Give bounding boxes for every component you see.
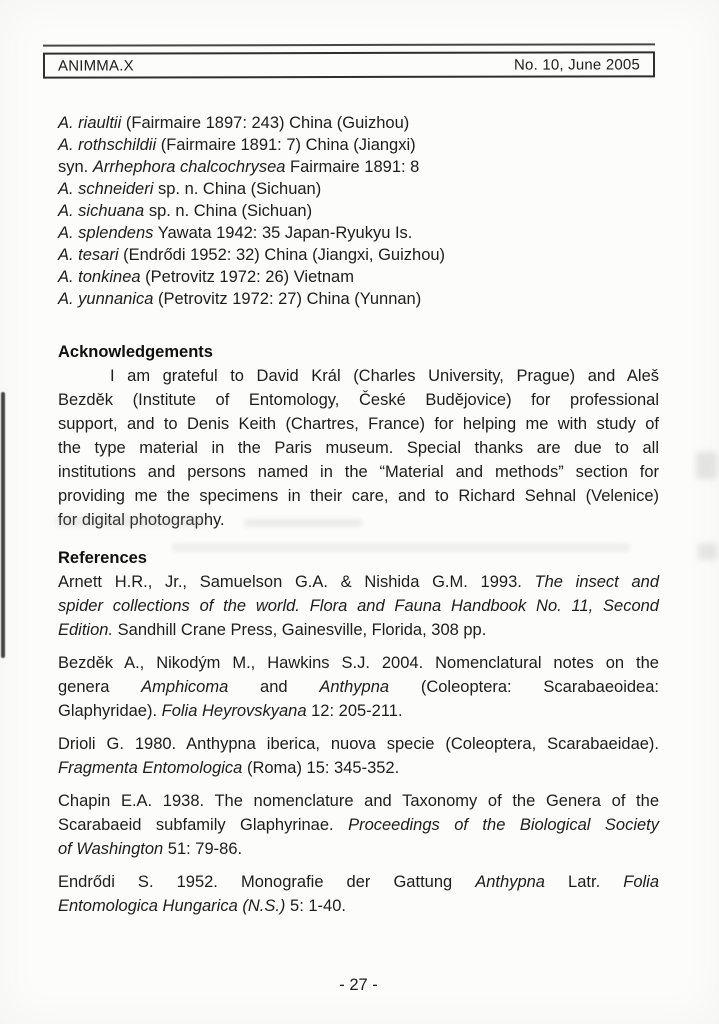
text-run: genera — [58, 678, 142, 696]
italic-run: A. schneideri — [58, 180, 154, 198]
reference-line — [58, 870, 659, 894]
species-entry — [58, 266, 659, 288]
issue-info: No. 10, June 2005 — [513, 55, 641, 74]
page-number: - 27 - — [339, 976, 378, 994]
text-run: Fairmaire 1891: 8 — [285, 158, 420, 176]
reference-line — [58, 756, 659, 780]
species-checklist — [58, 112, 659, 310]
text-run: Arnett H.R., Jr., Samuelson G.A. & Nishida G.M. 1993. — [58, 573, 535, 591]
reference-line — [58, 618, 659, 642]
text-run: (Roma) 15: 345-352. — [242, 759, 400, 777]
reference-line — [58, 732, 659, 756]
italic-run: Folia Heyrovskyana — [161, 702, 307, 720]
reference-line — [58, 894, 659, 918]
italic-run: Folia — [623, 873, 659, 891]
references-list — [58, 570, 659, 918]
text-run: Drioli G. 1980. Anthypna iberica, nuova specie (Coleoptera, Scarabaeidae). — [58, 735, 659, 753]
italic-run: A. splendens — [58, 224, 154, 242]
text-run: Endrődi S. 1952. Monografie der Gattung — [58, 873, 476, 891]
acknowledgements-line — [58, 436, 659, 460]
text-run: institutions and persons named in the “Material and methods” section for — [58, 463, 659, 481]
text-run: sp. n. China (Sichuan) — [144, 202, 313, 220]
text-run: Glaphyridae). — [58, 702, 162, 720]
reference-line — [58, 651, 659, 675]
text-run: Yawata 1942: 35 Japan-Ryukyu Is. — [153, 224, 413, 242]
italic-run: Arrhephora chalcochrysea — [92, 158, 286, 176]
italic-run: spider collections of the world. Flora and Fauna Handbook No. 11, Second — [58, 597, 659, 615]
journal-title: ANIMMA.X — [57, 56, 134, 75]
text-run: 51: 79-86. — [163, 840, 243, 858]
scan-artifact-left-edge — [1, 392, 5, 658]
text-run: Scarabaeid subfamily Glaphyrinae. — [58, 816, 349, 834]
text-run: for digital photography. — [58, 511, 225, 529]
species-entry — [58, 288, 659, 310]
text-run: (Fairmaire 1897: 243) China (Guizhou) — [121, 114, 410, 132]
species-entry — [58, 134, 659, 156]
text-run: (Petrovitz 1972: 26) Vietnam — [140, 268, 354, 286]
header-rule — [43, 43, 655, 46]
text-run: Bezděk A., Nikodým M., Hawkins S.J. 2004. Nomenclatural notes on the — [58, 654, 659, 672]
species-entry — [58, 222, 659, 244]
text-run: sp. n. China (Sichuan) — [153, 180, 322, 198]
text-run: 12: 205-211. — [306, 702, 403, 720]
species-entry — [58, 178, 659, 200]
running-header — [43, 51, 655, 78]
italic-run: The insect and — [534, 573, 659, 591]
italic-run: Proceedings of the Biological Society — [348, 816, 659, 834]
text-run: the type material in the Paris museum. Special thanks are due to all — [58, 439, 659, 457]
reference-entry — [58, 732, 659, 780]
acknowledgements-paragraph — [58, 364, 659, 532]
text-run: (Petrovitz 1972: 27) China (Yunnan) — [153, 290, 422, 308]
reference-entry — [58, 570, 659, 642]
references-heading: References — [58, 549, 147, 567]
reference-line — [58, 789, 659, 813]
italic-run: A. rothschildii — [58, 136, 157, 154]
text-run: Bezděk (Institute of Entomology, České Budějovice) for professional — [58, 391, 659, 409]
text-run: and — [228, 678, 320, 696]
text-run: (Endrődi 1952: 32) China (Jiangxi, Guizhou) — [118, 246, 446, 264]
text-run: I am grateful to David Král (Charles University, Prague) and Aleš — [110, 367, 659, 385]
text-run: (Coleoptera: Scarabaeoidea: — [389, 678, 659, 696]
italic-run: Anthypna — [319, 678, 390, 696]
text-run: (Fairmaire 1891: 7) China (Jiangxi) — [156, 136, 416, 154]
reference-line — [58, 594, 659, 618]
reference-line — [58, 837, 659, 861]
italic-run: A. tonkinea — [58, 268, 141, 286]
italic-run: Amphicoma — [141, 678, 229, 696]
italic-run: Entomologica Hungarica (N.S.) — [58, 897, 286, 915]
acknowledgements-line — [58, 412, 659, 436]
reference-entry — [58, 651, 659, 723]
reference-line — [58, 570, 659, 594]
text-run: Latr. — [544, 873, 624, 891]
reference-entry — [58, 789, 659, 861]
text-run: syn. — [58, 158, 93, 176]
reference-line — [58, 813, 659, 837]
acknowledgements-line — [58, 508, 659, 532]
text-run: support, and to Denis Keith (Chartres, France) for helping me with study of — [58, 415, 659, 433]
italic-run: A. yunnanica — [58, 290, 154, 308]
species-entry — [58, 156, 659, 178]
acknowledgements-line — [58, 388, 659, 412]
species-entry — [58, 200, 659, 222]
text-run: 5: 1-40. — [285, 897, 346, 915]
text-run: Sandhill Crane Press, Gainesville, Florida, 308 pp. — [113, 621, 487, 639]
species-entry — [58, 244, 659, 266]
italic-run: Fragmenta Entomologica — [58, 759, 243, 777]
italic-run: Anthypna — [475, 873, 545, 891]
species-entry — [58, 112, 659, 134]
italic-run: A. tesari — [58, 246, 119, 264]
acknowledgements-line — [58, 364, 659, 388]
scan-artifact-right-edge — [696, 452, 717, 479]
italic-run: A. sichuana — [58, 202, 145, 220]
italic-run: of Washington — [58, 840, 164, 858]
text-run: Chapin E.A. 1938. The nomenclature and Taxonomy of the Genera of the — [58, 792, 659, 810]
reference-line — [58, 675, 659, 699]
scan-artifact-right-edge — [698, 543, 717, 560]
reference-entry — [58, 870, 659, 918]
acknowledgements-line — [58, 484, 659, 508]
text-run: providing me the specimens in their care, and to Richard Sehnal (Velenice) — [58, 487, 659, 505]
reference-line — [58, 699, 659, 723]
acknowledgements-line — [58, 460, 659, 484]
italic-run: A. riaultii — [58, 114, 122, 132]
acknowledgements-heading: Acknowledgements — [58, 343, 213, 361]
italic-run: Edition. — [58, 621, 114, 639]
